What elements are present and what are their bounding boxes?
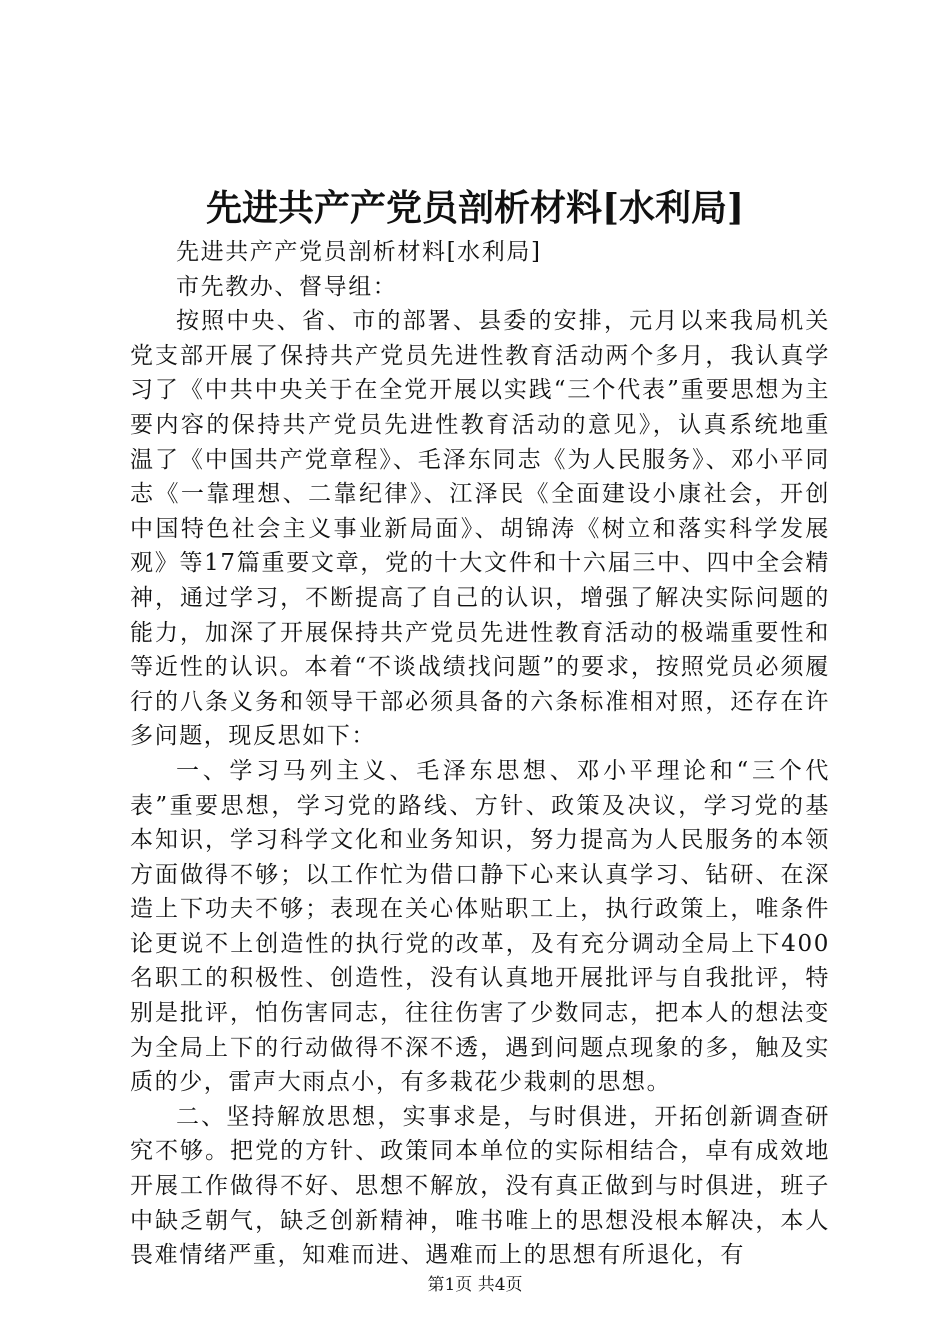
document-body — [130, 235, 830, 1273]
body-section-one-paragraph: 一、学习马列主义、毛泽东思想、邓小平理论和“三个代表”重要思想，学习党的路线、方针、政策及决议，学习党的基本知识，学习科学文化和业务知识，努力提高为人民服务的本领方面做得不够；以工作忙为借口静下心来认真学习、钻研、在深造上下功夫不够；表现在关心体贴职工上，执行政策上，唯条件论更说不上创造性的执行党的改革，及有充分调动全局上下400名职工的积极性、创造性，没有认真地开展批评与自我批评，特别是批评，怕伤害同志，往往伤害了少数同志，把本人的想法变为全局上下的行动做得不深不透，遇到问题点现象的多，触及实质的少，雷声大雨点小，有多栽花少栽刺的思想。 — [130, 757, 830, 1096]
document-title: 先进共产产党员剖析材料[水利局] — [205, 187, 745, 229]
body-addressee-paragraph: 市先教办、督导组： — [176, 273, 398, 300]
body-intro-paragraph: 按照中央、省、市的部署、县委的安排，元月以来我局机关党支部开展了保持共产党员先进性教育活动两个多月，我认真学习了《中共中央关于在全党开展以实践“三个代表”重要思想为主要内容的保持共产党员先进性教育活动的意见》，认真系统地重温了《中国共产党章程》、毛泽东同志《为人民服务》、邓小平同志《一靠理想、二靠纪律》、江泽民《全面建设小康社会，开创中国特色社会主义事业新局面》、胡锦涛《树立和落实科学发展观》等17篇重要文章，党的十大文件和十六届三中、四中全会精神，通过学习，不断提高了自己的认识，增强了解决实际问题的能力，加深了开展保持共产党员先进性教育活动的极端重要性和等近性的认识。本着“不谈战绩找问题”的要求，按照党员必须履行的八条义务和领导干部必须具备的六条标准相对照，还存在许多问题，现反思如下： — [130, 308, 830, 750]
body-subtitle-paragraph: 先进共产产党员剖析材料[水利局] — [176, 239, 542, 265]
page-footer: 第1页 共4页 — [427, 1275, 523, 1295]
body-section-two-paragraph: 二、坚持解放思想，实事求是，与时俱进，开拓创新调查研究不够。把党的方针、政策同本单位的实际相结合，卓有成效地开展工作做得不好、思想不解放，没有真正做到与时俱进，班子中缺乏朝气，缺乏创新精神，唯书唯上的思想没根本解决，本人畏难情绪严重，知难而进、遇难而上的思想有所退化，有 — [130, 1103, 830, 1269]
